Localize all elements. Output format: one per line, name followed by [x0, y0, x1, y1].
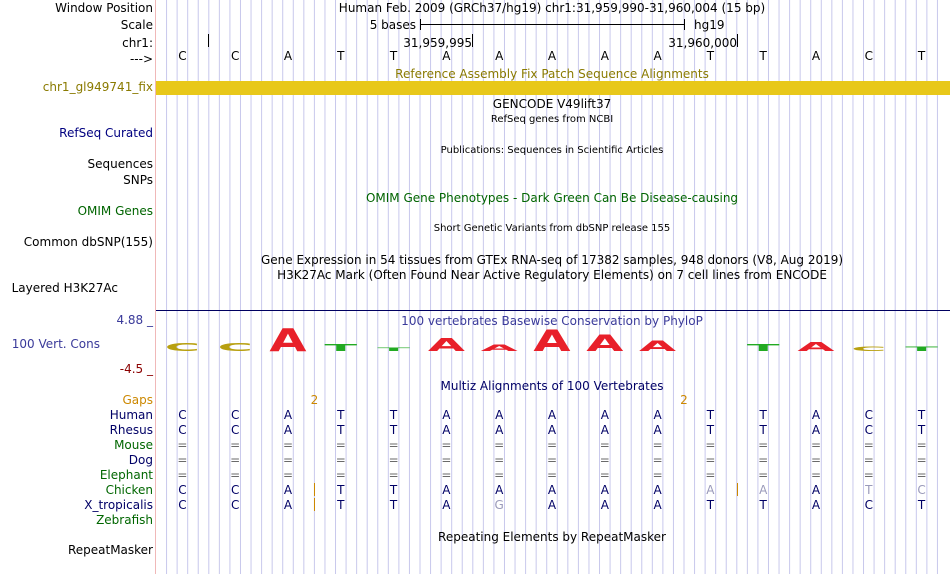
alignment-base: T	[706, 423, 715, 437]
fix-patch-title: Reference Assembly Fix Patch Sequence Alignments	[395, 67, 709, 81]
species-label[interactable]: Human	[109, 408, 153, 422]
alignment-base: A	[653, 423, 662, 437]
alignment-base: A	[811, 483, 821, 497]
alignment-base: A	[442, 498, 451, 512]
snps-label[interactable]: SNPs	[123, 173, 153, 187]
conservation-letter: A	[427, 334, 465, 356]
alignment-base: T	[759, 423, 767, 437]
conservation-letter: C	[851, 345, 887, 353]
dna-base: A	[495, 49, 504, 63]
dna-base: A	[442, 49, 451, 63]
alignment-base: =	[230, 438, 241, 452]
alignment-base: =	[546, 468, 558, 482]
dna-base: T	[706, 49, 715, 63]
alignment-base: =	[652, 468, 663, 482]
alignment-base: =	[758, 468, 769, 482]
alignment-base: A	[283, 423, 293, 437]
alignment-base: =	[652, 453, 663, 467]
alignment-base: =	[282, 453, 294, 467]
alignment-base: =	[494, 438, 505, 452]
alignment-base: T	[389, 408, 398, 422]
alignment-base: A	[811, 498, 821, 512]
cons-min-label: -4.5 _	[119, 362, 153, 376]
conservation-letter: C	[217, 341, 253, 354]
window-position-label: Window Position	[55, 1, 153, 15]
h3k27ac-label[interactable]: Layered H3K27Ac	[11, 281, 118, 295]
dna-base: C	[178, 49, 187, 63]
alignment-base: A	[547, 423, 557, 437]
alignment-base: =	[916, 438, 927, 452]
alignment-base: T	[337, 423, 345, 437]
dna-base: C	[230, 49, 240, 63]
dna-base: T	[917, 49, 926, 63]
alignment-base: A	[811, 408, 821, 422]
alignment-base: =	[758, 453, 769, 467]
alignment-base: T	[759, 498, 767, 512]
alignment-base: =	[599, 468, 610, 482]
alignment-base: =	[441, 468, 452, 482]
alignment-base: A	[442, 483, 451, 497]
alignment-base: =	[758, 438, 769, 452]
alignment-base: =	[599, 453, 610, 467]
species-label[interactable]: Elephant	[99, 468, 153, 482]
alignment-base: T	[917, 498, 926, 512]
alignment-base: T	[389, 483, 398, 497]
alignment-base: =	[705, 453, 716, 467]
dna-base: C	[864, 49, 873, 63]
conservation-letter: A	[269, 322, 307, 359]
alignment-base: A	[495, 408, 504, 422]
species-label[interactable]: X_tropicalis	[84, 498, 153, 512]
alignment-base: =	[863, 453, 874, 467]
conservation-letter: A	[480, 343, 518, 354]
alignment-base: A	[547, 408, 557, 422]
h3k27ac-title: H3K27Ac Mark (Often Found Near Active Regulatory Elements) on 7 cell lines from ENCODE	[277, 268, 827, 282]
scale-label: Scale	[120, 18, 153, 32]
alignment-base: T	[337, 498, 345, 512]
alignment-base: =	[652, 438, 663, 452]
alignment-base: =	[388, 453, 399, 467]
publications-title: Publications: Sequences in Scientific Articles	[440, 145, 664, 156]
alignment-base: A	[653, 483, 662, 497]
alignment-base: C	[178, 408, 187, 422]
alignment-base: C	[230, 423, 240, 437]
gap-mark-chicken	[314, 483, 315, 496]
species-label[interactable]: Chicken	[105, 483, 153, 497]
dbsnp-title: Short Genetic Variants from dbSNP release 155	[433, 223, 671, 234]
alignment-base: T	[865, 483, 873, 497]
alignment-base: T	[389, 423, 398, 437]
conservation-letter: T	[905, 345, 938, 353]
omim-title: OMIM Gene Phenotypes - Dark Green Can Be Disease-causing	[365, 191, 739, 205]
alignment-base: =	[282, 468, 294, 482]
alignment-base: =	[599, 438, 610, 452]
dbsnp-label[interactable]: Common dbSNP(155)	[23, 235, 153, 249]
dna-base: T	[337, 49, 345, 63]
dna-base: A	[811, 49, 821, 63]
alignment-base: =	[441, 438, 452, 452]
alignment-base: =	[282, 438, 294, 452]
alignment-base: =	[230, 453, 241, 467]
alignment-base: A	[442, 408, 451, 422]
dna-base: T	[759, 49, 767, 63]
conservation-letter: A	[533, 324, 571, 359]
cons-max-label: 4.88 _	[116, 313, 153, 327]
chrom-label: chr1:	[122, 36, 153, 50]
alignment-base: =	[810, 438, 822, 452]
sequences-label[interactable]: Sequences	[87, 157, 153, 171]
alignment-base: C	[864, 498, 873, 512]
alignment-base: A	[283, 498, 293, 512]
alignment-base: =	[388, 468, 399, 482]
scale-text: 5 bases	[369, 18, 416, 32]
alignment-base: A	[600, 423, 609, 437]
gap-mark-xtrop	[314, 498, 315, 511]
species-label[interactable]: Mouse	[114, 438, 153, 452]
conservation-title: 100 vertebrates Basewise Conservation by PhyloP	[401, 314, 703, 328]
alignment-base: T	[337, 483, 345, 497]
alignment-base: =	[916, 453, 927, 467]
gap-mark-chicken-2	[737, 483, 738, 496]
alignment-base: T	[917, 423, 926, 437]
conservation-label[interactable]: 100 Vert. Cons	[11, 337, 100, 351]
conservation-letter: C	[164, 341, 201, 354]
alignment-base: C	[230, 483, 240, 497]
alignment-base: A	[442, 423, 451, 437]
alignment-base: =	[177, 468, 188, 482]
dna-base: A	[600, 49, 609, 63]
conservation-letter: A	[586, 330, 624, 357]
species-label[interactable]: Dog	[128, 453, 153, 467]
alignment-base: T	[706, 408, 715, 422]
coord-left: 31,959,995	[403, 36, 472, 50]
alignment-base: A	[547, 498, 557, 512]
assembly-text: hg19	[694, 18, 725, 32]
alignment-base: =	[335, 453, 346, 467]
alignment-base: A	[706, 483, 715, 497]
refseq-subtitle: RefSeq genes from NCBI	[490, 114, 614, 125]
species-label[interactable]: Rhesus	[109, 423, 153, 437]
alignment-base: A	[600, 483, 609, 497]
fix-patch-label[interactable]: chr1_gl949741_fix	[42, 80, 153, 94]
repeatmasker-title: Repeating Elements by RepeatMasker	[438, 530, 666, 544]
strand-label: --->	[129, 52, 153, 66]
alignment-base: C	[178, 423, 187, 437]
alignment-base: =	[705, 468, 716, 482]
alignment-base: =	[810, 453, 822, 467]
gaps-label: Gaps	[122, 393, 153, 407]
alignment-base: A	[547, 483, 557, 497]
alignment-base: =	[177, 453, 188, 467]
alignment-base: =	[335, 468, 346, 482]
alignment-base: C	[864, 408, 873, 422]
omim-genes-label[interactable]: OMIM Genes	[77, 204, 153, 218]
dna-base: A	[283, 49, 293, 63]
gap-count: 2	[680, 393, 688, 407]
conservation-letter: A	[797, 340, 835, 355]
refseq-curated-label[interactable]: RefSeq Curated	[59, 126, 153, 140]
gtex-title: Gene Expression in 54 tissues from GTEx RNA-seq of 17382 samples, 948 donors (V8, Aug 2019)	[260, 253, 844, 267]
alignment-base: T	[917, 408, 926, 422]
alignment-base: T	[337, 408, 345, 422]
alignment-base: =	[863, 438, 874, 452]
alignment-base: A	[283, 483, 293, 497]
alignment-base: T	[389, 498, 398, 512]
alignment-base: C	[917, 483, 926, 497]
alignment-base: =	[335, 438, 346, 452]
alignment-base: =	[546, 438, 558, 452]
alignment-base: A	[653, 408, 662, 422]
alignment-base: C	[178, 498, 187, 512]
alignment-base: T	[706, 498, 715, 512]
alignment-base: =	[494, 468, 505, 482]
coord-right: 31,960,000	[668, 36, 737, 50]
alignment-base: =	[388, 438, 399, 452]
alignment-base: A	[600, 408, 609, 422]
alignment-base: C	[178, 483, 187, 497]
alignment-base: =	[177, 438, 188, 452]
alignment-base: C	[230, 408, 240, 422]
alignment-base: =	[546, 453, 558, 467]
alignment-base: =	[863, 468, 874, 482]
alignment-base: C	[230, 498, 240, 512]
alignment-base: =	[494, 453, 505, 467]
conservation-letter: T	[377, 347, 410, 353]
alignment-base: A	[600, 498, 609, 512]
dna-base: T	[389, 49, 398, 63]
alignment-base: T	[759, 408, 767, 422]
gencode-title: GENCODE V49lift37	[492, 97, 612, 111]
dna-base: A	[653, 49, 662, 63]
alignment-base: =	[230, 468, 241, 482]
alignment-base: =	[705, 438, 716, 452]
gap-count: 2	[310, 393, 319, 407]
alignment-base: C	[864, 423, 873, 437]
alignment-base: A	[495, 483, 504, 497]
species-label[interactable]: Zebrafish	[96, 513, 153, 527]
alignment-base: A	[653, 498, 662, 512]
dna-base: A	[547, 49, 557, 63]
alignment-base: =	[810, 468, 822, 482]
alignment-base: A	[759, 483, 768, 497]
alignment-base: G	[494, 498, 504, 512]
alignment-base: A	[495, 423, 504, 437]
alignment-base: A	[283, 408, 293, 422]
alignment-base: A	[811, 423, 821, 437]
conservation-letter: A	[639, 337, 677, 355]
window-position-text: Human Feb. 2009 (GRCh37/hg19) chr1:31,959,990-31,960,004 (15 bp)	[338, 1, 766, 15]
conservation-letter: T	[324, 342, 358, 354]
conservation-letter: T	[746, 342, 780, 354]
multiz-title: Multiz Alignments of 100 Vertebrates	[440, 379, 664, 393]
alignment-base: =	[916, 468, 927, 482]
alignment-base: =	[441, 453, 452, 467]
repeatmasker-label[interactable]: RepeatMasker	[67, 543, 153, 557]
